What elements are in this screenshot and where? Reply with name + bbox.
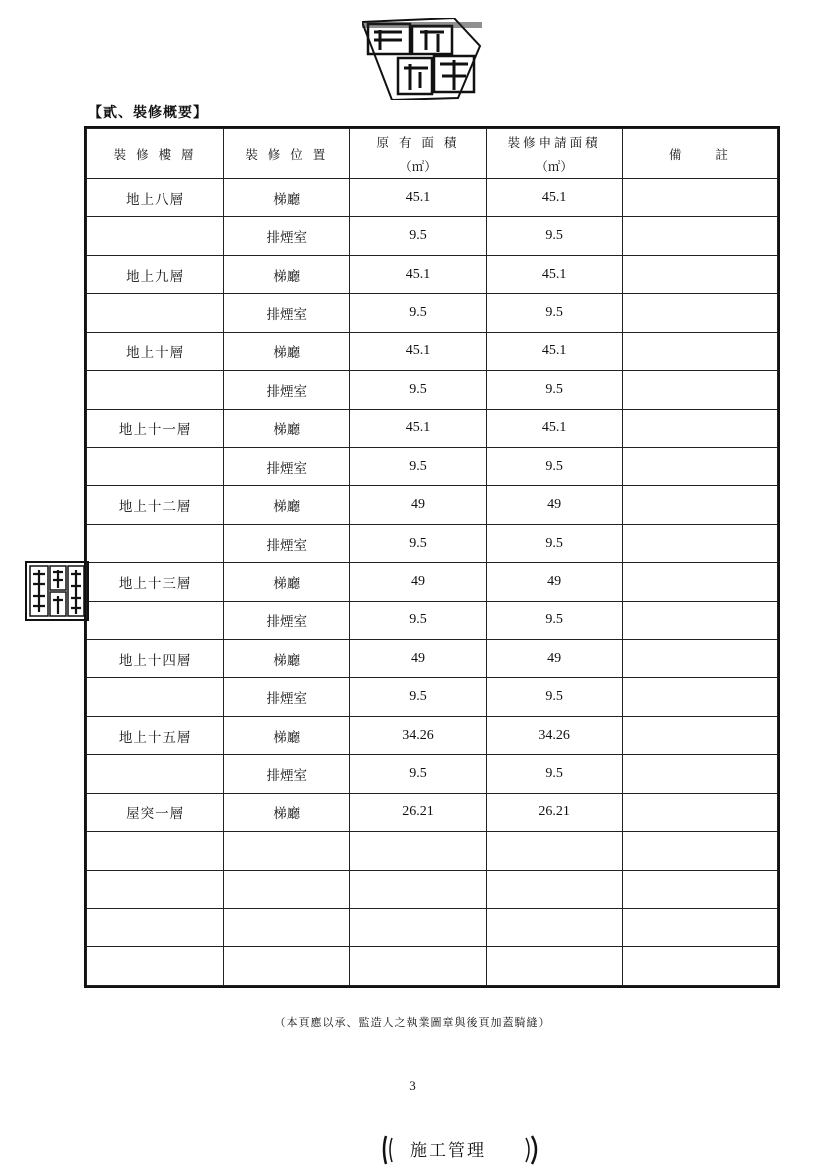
table-row — [87, 716, 778, 754]
header-location: 裝 修 位 置 — [224, 129, 350, 179]
table-body — [87, 179, 778, 986]
table-row — [87, 678, 778, 716]
table-row — [87, 909, 778, 947]
header-remarks: 備 註 — [622, 129, 777, 179]
cell-floor — [87, 524, 224, 562]
header-applied-area-unit: （㎡） — [535, 158, 573, 174]
cell-applied-area: 49 — [486, 563, 622, 601]
table-row — [87, 755, 778, 793]
cell-original-area — [350, 947, 486, 986]
cell-remark — [622, 716, 777, 754]
table-row — [87, 640, 778, 678]
cell-location: 梯廳 — [224, 716, 350, 754]
cell-location — [224, 870, 350, 908]
cell-applied-area: 9.5 — [486, 217, 622, 255]
header-floor: 裝 修 樓 層 — [87, 129, 224, 179]
footnote: （本頁應以承、監造人之執業圖章與後頁加蓋騎縫） — [274, 1016, 551, 1029]
cell-original-area: 9.5 — [350, 371, 486, 409]
cell-remark — [622, 793, 777, 831]
area-table — [86, 128, 778, 986]
table-row — [87, 793, 778, 831]
cell-applied-area — [486, 947, 622, 986]
cell-original-area: 34.26 — [350, 716, 486, 754]
cell-floor — [87, 447, 224, 485]
section-title: 【貳、裝修概要】 — [88, 105, 208, 121]
cell-floor — [87, 832, 224, 870]
cell-original-area: 9.5 — [350, 294, 486, 332]
cell-floor — [87, 678, 224, 716]
table-row — [87, 524, 778, 562]
header-original-area-unit: （㎡） — [399, 158, 437, 174]
cell-remark — [622, 832, 777, 870]
cell-floor: 地上十層 — [87, 332, 224, 370]
bottom-stamp-text: 施工管理 — [410, 1141, 486, 1161]
cell-floor — [87, 371, 224, 409]
cell-location: 排煙室 — [224, 217, 350, 255]
renovation-summary-table — [84, 126, 780, 988]
seal-stamp-left-icon — [24, 560, 90, 622]
cell-remark — [622, 678, 777, 716]
cell-remark — [622, 870, 777, 908]
cell-floor — [87, 947, 224, 986]
cell-location: 梯廳 — [224, 486, 350, 524]
cell-applied-area: 45.1 — [486, 332, 622, 370]
seal-stamp-bottom — [382, 1132, 542, 1166]
cell-remark — [622, 371, 777, 409]
cell-floor: 地上十二層 — [87, 486, 224, 524]
cell-original-area: 26.21 — [350, 793, 486, 831]
cell-location: 梯廳 — [224, 332, 350, 370]
cell-original-area: 45.1 — [350, 332, 486, 370]
cell-location: 梯廳 — [224, 793, 350, 831]
cell-location: 排煙室 — [224, 447, 350, 485]
cell-applied-area: 45.1 — [486, 179, 622, 217]
cell-floor: 地上八層 — [87, 179, 224, 217]
cell-applied-area — [486, 870, 622, 908]
cell-original-area: 9.5 — [350, 678, 486, 716]
cell-location: 梯廳 — [224, 563, 350, 601]
table-row — [87, 870, 778, 908]
table-header-row — [87, 129, 778, 179]
cell-original-area: 45.1 — [350, 255, 486, 293]
table-row — [87, 179, 778, 217]
cell-original-area: 45.1 — [350, 409, 486, 447]
cell-location: 排煙室 — [224, 678, 350, 716]
cell-applied-area: 45.1 — [486, 255, 622, 293]
cell-applied-area: 9.5 — [486, 678, 622, 716]
cell-remark — [622, 755, 777, 793]
cell-remark — [622, 217, 777, 255]
cell-original-area: 9.5 — [350, 755, 486, 793]
cell-original-area: 9.5 — [350, 217, 486, 255]
cell-original-area: 49 — [350, 563, 486, 601]
cell-remark — [622, 563, 777, 601]
cell-location: 排煙室 — [224, 294, 350, 332]
table-row — [87, 217, 778, 255]
cell-original-area: 9.5 — [350, 601, 486, 639]
cell-location: 梯廳 — [224, 409, 350, 447]
cell-location: 梯廳 — [224, 179, 350, 217]
header-applied-area-label: 裝修申請面積 — [507, 134, 601, 150]
cell-location: 排煙室 — [224, 601, 350, 639]
cell-remark — [622, 601, 777, 639]
table-row — [87, 255, 778, 293]
cell-location — [224, 947, 350, 986]
cell-location: 梯廳 — [224, 255, 350, 293]
cell-remark — [622, 640, 777, 678]
cell-floor — [87, 601, 224, 639]
cell-location: 排煙室 — [224, 524, 350, 562]
cell-remark — [622, 409, 777, 447]
cell-applied-area: 49 — [486, 640, 622, 678]
cell-floor — [87, 755, 224, 793]
cell-original-area: 45.1 — [350, 179, 486, 217]
cell-applied-area: 9.5 — [486, 294, 622, 332]
cell-applied-area: 9.5 — [486, 755, 622, 793]
cell-original-area: 9.5 — [350, 447, 486, 485]
table-row — [87, 447, 778, 485]
cell-applied-area: 26.21 — [486, 793, 622, 831]
cell-floor: 地上十四層 — [87, 640, 224, 678]
cell-location: 排煙室 — [224, 371, 350, 409]
cell-remark — [622, 332, 777, 370]
cell-applied-area: 9.5 — [486, 371, 622, 409]
cell-applied-area — [486, 832, 622, 870]
table-row — [87, 409, 778, 447]
cell-location: 梯廳 — [224, 640, 350, 678]
table-row — [87, 486, 778, 524]
header-original-area — [350, 129, 486, 179]
table-row — [87, 563, 778, 601]
cell-remark — [622, 447, 777, 485]
cell-original-area: 49 — [350, 486, 486, 524]
cell-floor: 地上十五層 — [87, 716, 224, 754]
cell-location — [224, 832, 350, 870]
cell-floor — [87, 909, 224, 947]
table-row — [87, 601, 778, 639]
table-row — [87, 371, 778, 409]
table-row — [87, 332, 778, 370]
cell-remark — [622, 909, 777, 947]
cell-floor: 屋突一層 — [87, 793, 224, 831]
cell-original-area — [350, 832, 486, 870]
table-row — [87, 947, 778, 986]
cell-original-area — [350, 870, 486, 908]
cell-remark — [622, 294, 777, 332]
cell-location — [224, 909, 350, 947]
cell-location: 排煙室 — [224, 755, 350, 793]
header-original-area-label: 原 有 面 積 — [376, 134, 460, 150]
header-applied-area — [486, 129, 622, 179]
cell-floor — [87, 294, 224, 332]
cell-applied-area: 9.5 — [486, 447, 622, 485]
cell-original-area — [350, 909, 486, 947]
cell-applied-area: 34.26 — [486, 716, 622, 754]
table-row — [87, 832, 778, 870]
cell-remark — [622, 947, 777, 986]
cell-floor: 地上九層 — [87, 255, 224, 293]
cell-original-area: 9.5 — [350, 524, 486, 562]
seal-stamp-top-icon — [362, 18, 482, 100]
cell-applied-area: 49 — [486, 486, 622, 524]
cell-applied-area: 9.5 — [486, 524, 622, 562]
cell-floor: 地上十一層 — [87, 409, 224, 447]
cell-original-area: 49 — [350, 640, 486, 678]
cell-floor — [87, 217, 224, 255]
cell-floor — [87, 870, 224, 908]
cell-remark — [622, 255, 777, 293]
cell-remark — [622, 524, 777, 562]
cell-remark — [622, 486, 777, 524]
cell-applied-area: 9.5 — [486, 601, 622, 639]
cell-applied-area: 45.1 — [486, 409, 622, 447]
cell-applied-area — [486, 909, 622, 947]
table-row — [87, 294, 778, 332]
cell-remark — [622, 179, 777, 217]
page-number: 3 — [409, 1078, 416, 1093]
cell-floor: 地上十三層 — [87, 563, 224, 601]
